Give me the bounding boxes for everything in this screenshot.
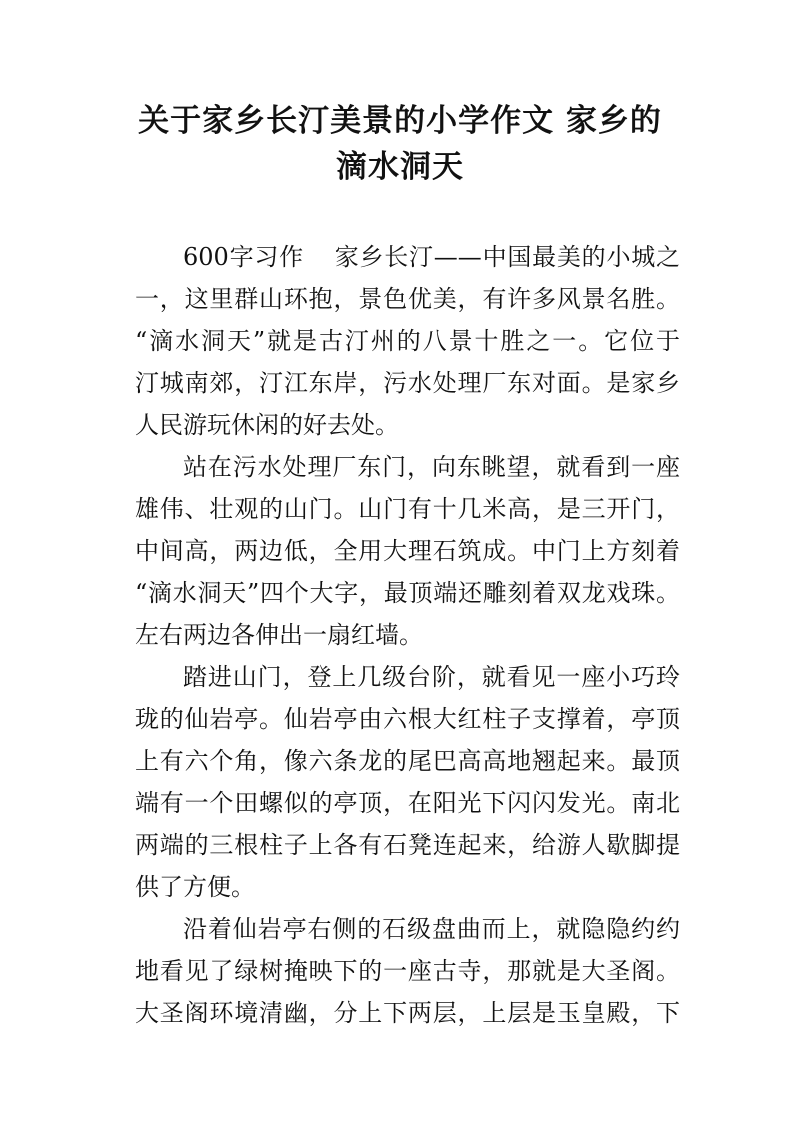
text-line: 大圣阁环境清幽，分上下两层，上层是玉皇殿，下 <box>135 999 680 1027</box>
text-line: 中间高，两边低，全用大理石筑成。中门上方刻着 <box>135 537 680 565</box>
text-line: 上有六个角，像六条龙的尾巴高高地翘起来。最顶 <box>135 747 680 775</box>
text-line: 沿着仙岩亭右侧的石级盘曲而上，就隐隐约约 <box>183 915 680 943</box>
text-line: 地看见了绿树掩映下的一座古寺，那就是大圣阁。 <box>135 957 680 985</box>
article-body <box>135 236 680 1034</box>
title-line-2: 滴水洞天 <box>336 149 464 185</box>
text-line: 端有一个田螺似的亭顶，在阳光下闪闪发光。南北 <box>135 789 680 817</box>
article-title <box>100 98 700 190</box>
text-line: 人民游玩休闲的好去处。 <box>135 411 399 439</box>
word-count-label: 600字习作 <box>183 243 304 271</box>
text-line: 一，这里群山环抱，景色优美，有许多风景名胜。 <box>135 285 680 313</box>
text-fragment: 家乡长汀——中国最美的小城之 <box>333 243 681 271</box>
text-line: 珑的仙岩亭。仙岩亭由六根大红柱子支撑着，亭顶 <box>135 705 680 733</box>
text-line: 两端的三根柱子上各有石凳连起来，给游人歇脚提 <box>135 831 680 859</box>
text-line: 供了方便。 <box>135 873 255 901</box>
text-line <box>135 236 680 278</box>
text-line: “滴水洞天”四个大字，最顶端还雕刻着双龙戏珠。 <box>135 579 680 607</box>
text-line: “滴水洞天”就是古汀州的八景十胜之一。它位于 <box>135 327 680 355</box>
text-line: 雄伟、壮观的山门。山门有十几米高，是三开门， <box>135 495 680 523</box>
text-line: 汀城南郊，汀江东岸，污水处理厂东对面。是家乡 <box>135 369 680 397</box>
title-line-1: 关于家乡长汀美景的小学作文 家乡的 <box>138 103 662 139</box>
text-line: 踏进山门，登上几级台阶，就看见一座小巧玲 <box>183 663 680 691</box>
text-line: 左右两边各伸出一扇红墙。 <box>135 621 423 649</box>
text-line: 站在污水处理厂东门，向东眺望，就看到一座 <box>183 453 680 481</box>
